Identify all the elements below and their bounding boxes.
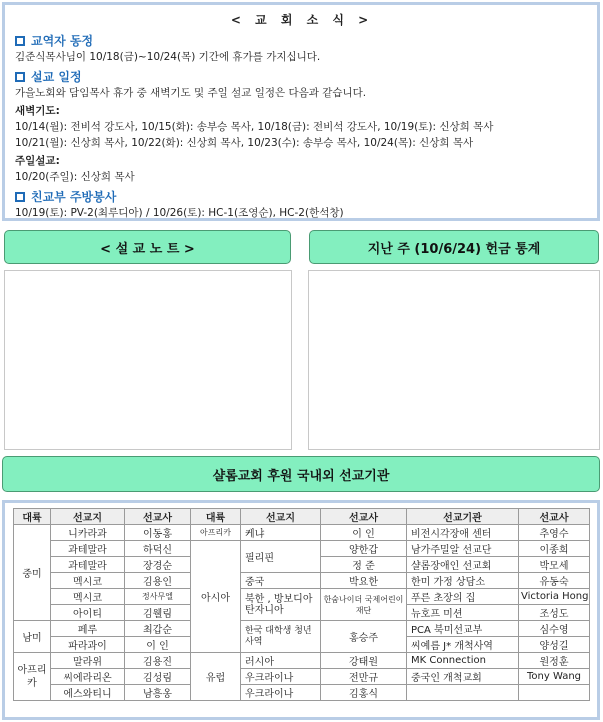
field-cell: 니카라과 xyxy=(51,525,125,541)
column-header: 선교기관 xyxy=(407,509,519,525)
news-title: < 교 회 소 식 > xyxy=(230,13,374,27)
missionary-cell: 유동숙 xyxy=(519,573,590,589)
field-cell: 에스와티니 xyxy=(51,685,125,701)
missionary-cell: 이 인 xyxy=(321,525,407,541)
missionary-cell: 장경순 xyxy=(125,557,191,573)
org-cell: 남가주밀알 선교단 xyxy=(407,541,519,557)
continent-cell: 유럽 xyxy=(191,653,241,701)
missionary-cell: 조성도 xyxy=(519,605,590,621)
org-cell: 푸른 초장의 집 xyxy=(407,589,519,605)
missionary-cell: 한숨나이더 국제어린이 재단 xyxy=(321,589,407,621)
field-cell: 페루 xyxy=(51,621,125,637)
continent-cell: 아프리카 xyxy=(191,525,241,541)
continent-cell: 아시아 xyxy=(191,541,241,653)
table-row xyxy=(14,669,590,685)
column-header: 선교지 xyxy=(51,509,125,525)
church-news-box xyxy=(2,2,600,221)
dawn-prayer-label: 새벽기도: xyxy=(15,105,60,117)
field-cell: 멕시코 xyxy=(51,589,125,605)
missionary-cell: 남흥옹 xyxy=(125,685,191,701)
service-text: 10/19(토): PV-2(최루디아) / 10/26(토): HC-1(조영순), HC-2(한석창) xyxy=(15,207,344,219)
square-bullet-icon xyxy=(15,192,25,202)
section-heading-service xyxy=(15,188,589,205)
missionary-cell: 추영수 xyxy=(519,525,590,541)
org-cell: 중국인 개척교회 xyxy=(407,669,519,685)
field-cell: 필리핀 xyxy=(241,541,321,573)
org-cell: 샬롬장애인 선교회 xyxy=(407,557,519,573)
table-row xyxy=(14,621,590,637)
missionary-cell: 김홍식 xyxy=(321,685,407,701)
missions-box xyxy=(2,500,600,720)
missions-table xyxy=(13,508,590,701)
org-cell: PCA 북미선교부 xyxy=(407,621,519,637)
continent-cell: 남미 xyxy=(14,621,51,653)
table-row xyxy=(14,653,590,669)
section-heading-label: 교역자 동정 xyxy=(31,34,94,48)
missionary-cell: 김웰림 xyxy=(125,605,191,621)
field-cell: 아이티 xyxy=(51,605,125,621)
sermon-notes-area xyxy=(4,270,292,450)
table-row xyxy=(14,573,590,589)
sermon-text: 가을노회와 담임목사 휴가 중 새벽기도 및 주일 설교 일정은 다음과 같습니다. xyxy=(15,87,367,99)
missionary-cell: 박모세 xyxy=(519,557,590,573)
column-header: 선교사 xyxy=(321,509,407,525)
missionary-cell: 정 준 xyxy=(321,557,407,573)
missionary-cell: 이종희 xyxy=(519,541,590,557)
field-cell: 말라위 xyxy=(51,653,125,669)
continent-cell: 중미 xyxy=(14,525,51,621)
org-cell xyxy=(407,685,519,701)
missionary-cell: 강태원 xyxy=(321,653,407,669)
field-cell: 과테말라 xyxy=(51,557,125,573)
column-header: 대륙 xyxy=(14,509,51,525)
missionary-cell: 박요한 xyxy=(321,573,407,589)
missionary-cell: 이 인 xyxy=(125,637,191,653)
column-header: 선교지 xyxy=(241,509,321,525)
field-cell: 한국 대학생 청년 사역 xyxy=(241,621,321,653)
missionary-cell: 홍승주 xyxy=(321,621,407,653)
missionary-cell: 김용인 xyxy=(125,573,191,589)
missions-header: 샬롬교회 후원 국내외 선교기관 xyxy=(2,456,600,492)
table-row xyxy=(14,589,590,605)
cash-stats-area xyxy=(308,270,600,450)
column-header: 선교사 xyxy=(519,509,590,525)
missionary-cell: 전만규 xyxy=(321,669,407,685)
missionary-cell: 심수영 xyxy=(519,621,590,637)
column-header: 선교사 xyxy=(125,509,191,525)
sunday-sermon-line: 10/20(주일): 신상희 목사 xyxy=(15,171,135,183)
sermon-notes-header: < 설 교 노 트 > xyxy=(4,230,291,264)
square-bullet-icon xyxy=(15,72,25,82)
missionary-cell: 김성림 xyxy=(125,669,191,685)
org-cell: 비전시각장애 센터 xyxy=(407,525,519,541)
field-cell: 파라과이 xyxy=(51,637,125,653)
org-cell: MK Connection xyxy=(407,653,519,669)
table-row xyxy=(14,685,590,701)
section-heading-label: 설교 일정 xyxy=(31,70,82,84)
section-heading-pastor xyxy=(15,32,589,49)
section-heading-label: 친교부 주방봉사 xyxy=(31,190,117,204)
missionary-cell xyxy=(519,685,590,701)
field-cell: 북한 , 방보디아 탄자니아 xyxy=(241,589,321,621)
missionary-cell: 최갑순 xyxy=(125,621,191,637)
section-heading-sermon xyxy=(15,68,589,85)
field-cell: 과테말라 xyxy=(51,541,125,557)
continent-cell: 아프리카 xyxy=(14,653,51,701)
field-cell: 멕시코 xyxy=(51,573,125,589)
field-cell: 우크라이나 xyxy=(241,669,321,685)
table-row xyxy=(14,541,590,557)
field-cell: 중국 xyxy=(241,573,321,589)
field-cell: 러시아 xyxy=(241,653,321,669)
missionary-cell: 이동홍 xyxy=(125,525,191,541)
org-cell: 한미 가정 상담소 xyxy=(407,573,519,589)
table-header-row xyxy=(14,509,590,525)
missionary-cell: 원정훈 xyxy=(519,653,590,669)
missionary-cell: 양성길 xyxy=(519,637,590,653)
org-cell: 뉴호프 미션 xyxy=(407,605,519,621)
field-cell: 케냐 xyxy=(241,525,321,541)
square-bullet-icon xyxy=(15,36,25,46)
table-row xyxy=(14,525,590,541)
missionary-cell: 하덕신 xyxy=(125,541,191,557)
org-cell: 씨예름 J* 개척사역 xyxy=(407,637,519,653)
pastor-text: 김준식목사님이 10/18(금)~10/24(목) 기간에 휴가를 가지십니다. xyxy=(15,51,321,63)
field-cell: 우크라이나 xyxy=(241,685,321,701)
dawn-prayer-line: 10/21(월): 신상희 목사, 10/22(화): 신상희 목사, 10/23(수): 송부승 목사, 10/24(목): 신상희 목사 xyxy=(15,137,474,149)
sunday-sermon-label: 주일설교: xyxy=(15,155,60,167)
missionary-cell: 정사무엘 xyxy=(125,589,191,605)
column-header: 대륙 xyxy=(191,509,241,525)
missionary-cell: 양한갑 xyxy=(321,541,407,557)
dawn-prayer-line: 10/14(월): 전비석 강도사, 10/15(화): 송부승 목사, 10/18(금): 전비석 강도사, 10/19(토): 신상희 목사 xyxy=(15,121,494,133)
missionary-cell: Tony Wang xyxy=(519,669,590,685)
missionary-cell: 김용진 xyxy=(125,653,191,669)
field-cell: 씨에라리온 xyxy=(51,669,125,685)
missionary-cell: Victoria Hong xyxy=(519,589,590,605)
cash-stats-header: 지난 주 (10/6/24) 헌금 통계 xyxy=(309,230,599,264)
